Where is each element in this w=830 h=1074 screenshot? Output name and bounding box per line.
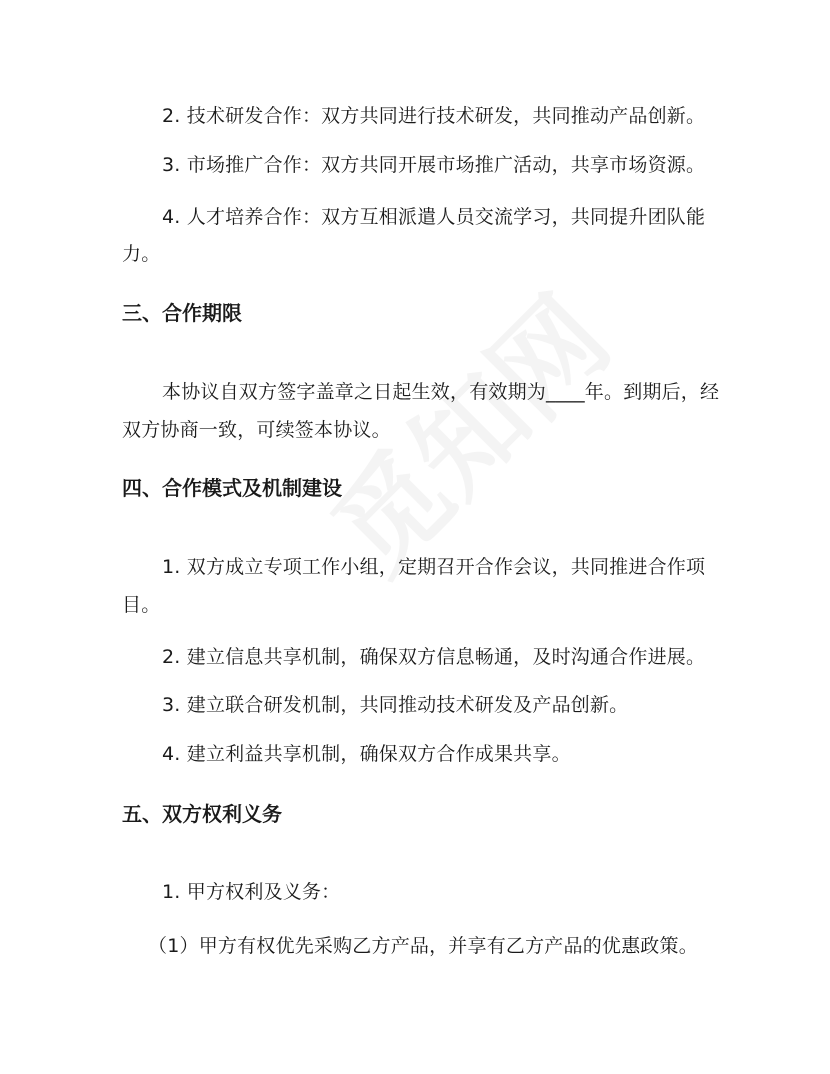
section-heading-rights: 五、双方权利义务 [122, 802, 282, 826]
paragraph-term: 本协议自双方签字盖章之日起生效，有效期为____年。到期后，经 [162, 381, 720, 403]
list-item-marketing: 3. 市场推广合作：双方共同开展市场推广活动，共享市场资源。 [162, 154, 706, 176]
list-item-tech-rd: 2. 技术研发合作：双方共同进行技术研发，共同推动产品创新。 [162, 105, 706, 127]
list-item-party-a: 1. 甲方权利及义务： [162, 881, 341, 903]
paragraph-term-cont: 双方协商一致，可续签本协议。 [122, 419, 391, 441]
list-item-talent-cont: 力。 [122, 243, 161, 265]
list-item-info-share: 2. 建立信息共享机制，确保双方信息畅通，及时沟通合作进展。 [162, 646, 706, 668]
list-item-workgroup: 1. 双方成立专项工作小组，定期召开合作会议，共同推进合作项 [162, 556, 706, 578]
section-heading-term: 三、合作期限 [122, 301, 242, 325]
list-item-benefit-share: 4. 建立利益共享机制，确保双方合作成果共享。 [162, 743, 571, 765]
list-item-party-a-right-1: （1）甲方有权优先采购乙方产品，并享有乙方产品的优惠政策。 [148, 935, 698, 957]
section-heading-model: 四、合作模式及机制建设 [122, 476, 342, 500]
list-item-workgroup-cont: 目。 [122, 594, 161, 616]
list-item-talent: 4. 人才培养合作：双方互相派遣人员交流学习，共同提升团队能 [162, 206, 706, 228]
list-item-joint-rd: 3. 建立联合研发机制，共同推动技术研发及产品创新。 [162, 694, 629, 716]
